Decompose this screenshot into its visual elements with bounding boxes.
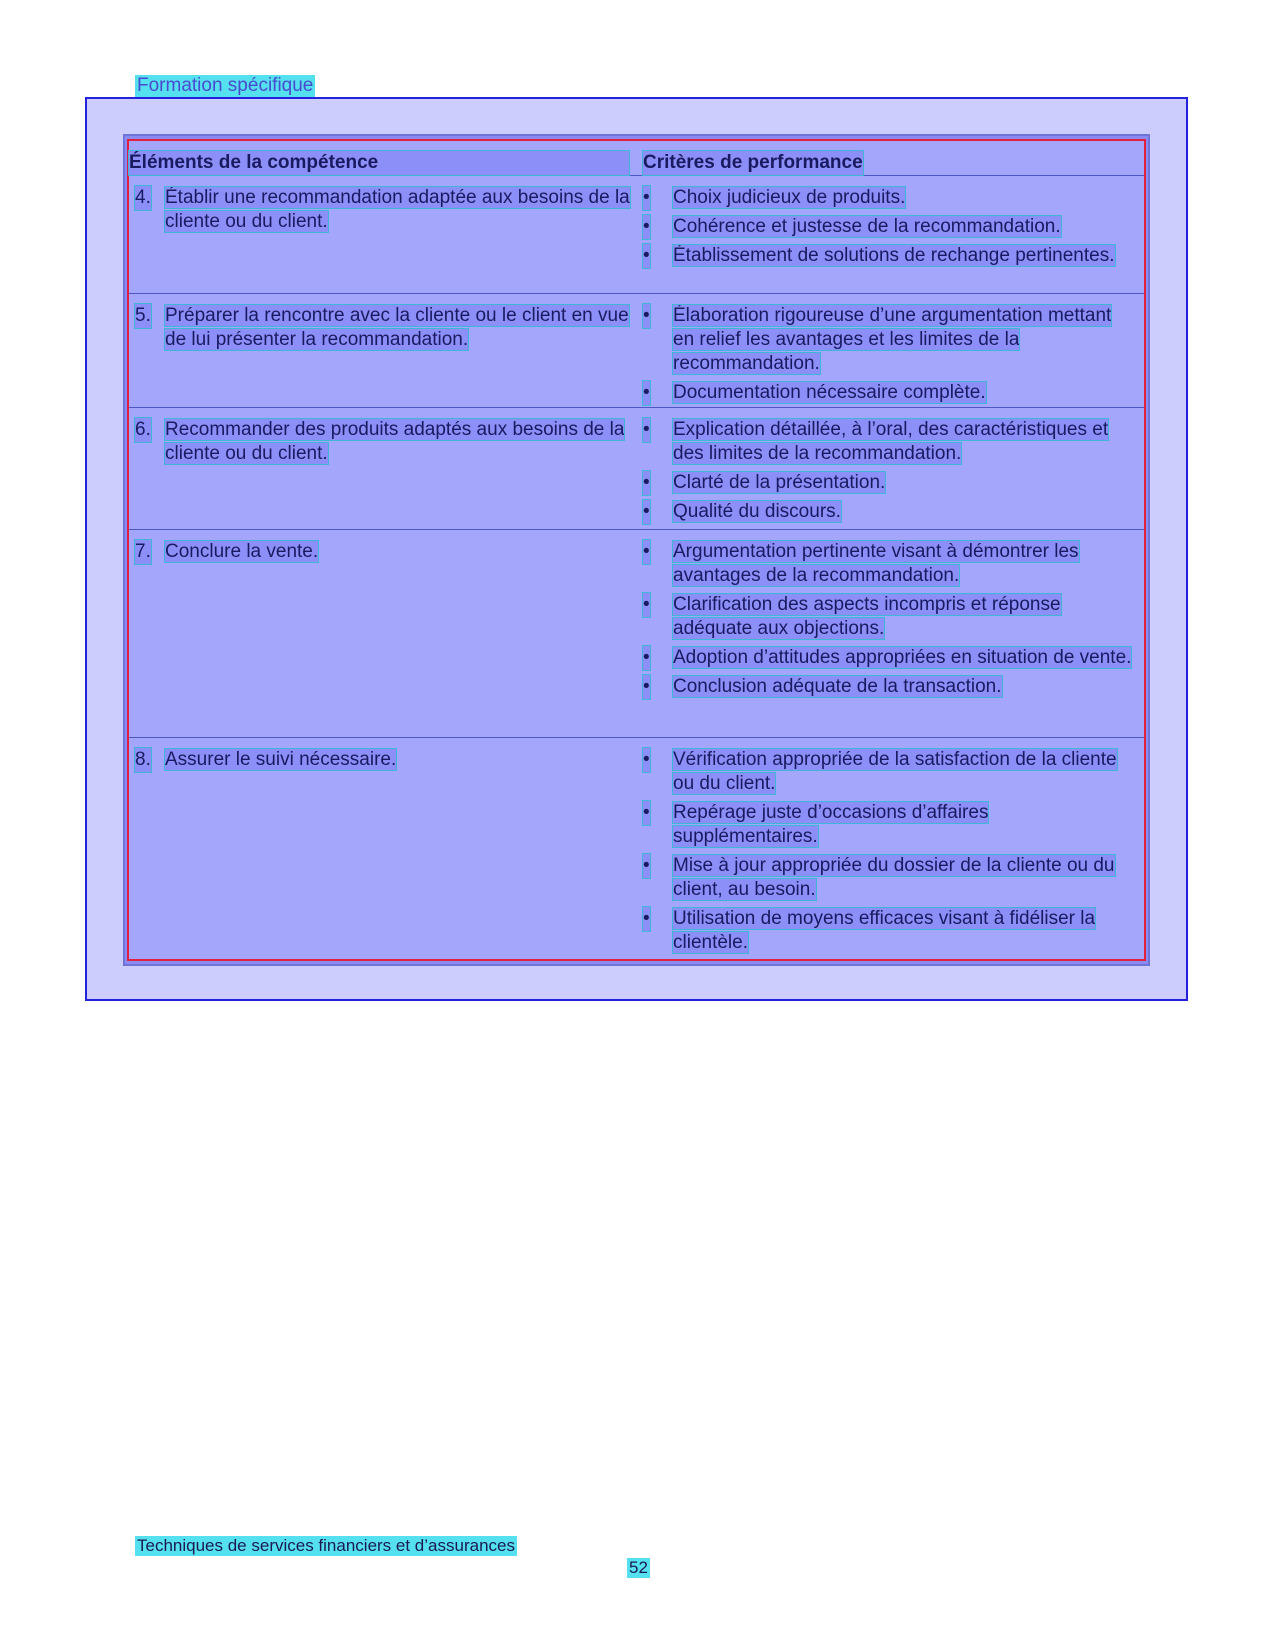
list-item xyxy=(643,907,1133,955)
list-item xyxy=(643,304,1133,376)
bullet-icon: • xyxy=(643,749,650,770)
bullet-icon: • xyxy=(643,501,650,522)
criterion-text: Repérage juste d’occasions d’affaires supplémentaires. xyxy=(673,802,989,847)
page-number: 52 xyxy=(629,1558,648,1577)
list-item xyxy=(643,471,1133,495)
bullet-icon: • xyxy=(643,472,650,493)
competence-element xyxy=(135,748,635,772)
criteria-list xyxy=(643,304,1133,410)
table-row xyxy=(129,176,1144,294)
criterion-text: Argumentation pertinente visant à démontrer les avantages de la recommandation. xyxy=(673,541,1079,586)
bullet-icon: • xyxy=(643,647,650,668)
bullet-icon: • xyxy=(643,855,650,876)
criterion-text: Vérification appropriée de la satisfaction de la cliente ou du client. xyxy=(673,749,1117,794)
element-number: 6. xyxy=(135,419,151,440)
list-item xyxy=(643,186,1133,210)
bullet-icon: • xyxy=(643,245,650,266)
list-item xyxy=(643,381,1133,405)
bullet-icon: • xyxy=(643,676,650,697)
table-row xyxy=(129,530,1144,738)
criterion-text: Cohérence et justesse de la recommandation. xyxy=(673,216,1061,237)
criterion-text: Choix judicieux de produits. xyxy=(673,187,906,208)
table-row xyxy=(129,738,1144,958)
criterion-text: Mise à jour appropriée du dossier de la cliente ou du client, au besoin. xyxy=(673,855,1115,900)
element-number: 4. xyxy=(135,187,151,208)
list-item xyxy=(643,244,1133,268)
criterion-text: Adoption d’attitudes appropriées en situation de vente. xyxy=(673,647,1132,668)
element-text: Établir une recommandation adaptée aux besoins de la cliente ou du client. xyxy=(165,187,630,232)
criterion-text: Qualité du discours. xyxy=(673,501,841,522)
list-item xyxy=(643,593,1133,641)
criterion-text: Établissement de solutions de rechange pertinentes. xyxy=(673,245,1115,266)
element-number: 7. xyxy=(135,541,151,562)
criterion-text: Clarté de la présentation. xyxy=(673,472,886,493)
list-item xyxy=(643,801,1133,849)
criterion-text: Explication détaillée, à l’oral, des caractéristiques et des limites de la recommandation. xyxy=(673,419,1109,464)
section-title: Formation spécifique xyxy=(137,75,314,96)
bullet-icon: • xyxy=(643,541,650,562)
bullet-icon: • xyxy=(643,594,650,615)
element-number: 5. xyxy=(135,305,151,326)
criteria-list xyxy=(643,748,1133,960)
element-text: Conclure la vente. xyxy=(165,541,319,562)
competence-element xyxy=(135,418,635,466)
list-item xyxy=(643,500,1133,524)
list-item xyxy=(643,215,1133,239)
list-item xyxy=(643,646,1133,670)
bullet-icon: • xyxy=(643,305,650,326)
list-item xyxy=(643,418,1133,466)
bullet-icon: • xyxy=(643,216,650,237)
table-row xyxy=(129,408,1144,530)
column-header-criteria: Critères de performance xyxy=(643,152,863,173)
element-text: Préparer la rencontre avec la cliente ou le client en vue de lui présenter la recommandation. xyxy=(165,305,629,350)
element-text: Recommander des produits adaptés aux besoins de la cliente ou du client. xyxy=(165,419,625,464)
bullet-icon: • xyxy=(643,419,650,440)
criteria-list xyxy=(643,418,1133,529)
bullet-icon: • xyxy=(643,908,650,929)
footer-program-name: Techniques de services financiers et d’assurances xyxy=(137,1536,515,1555)
list-item xyxy=(643,540,1133,588)
list-item xyxy=(643,854,1133,902)
bullet-icon: • xyxy=(643,382,650,403)
table-header-row xyxy=(129,141,1144,176)
element-text: Assurer le suivi nécessaire. xyxy=(165,749,397,770)
bullet-icon: • xyxy=(643,187,650,208)
criterion-text: Documentation nécessaire complète. xyxy=(673,382,986,403)
competence-element xyxy=(135,186,635,234)
list-item xyxy=(643,748,1133,796)
criteria-list xyxy=(643,186,1133,273)
list-item xyxy=(643,675,1133,699)
bullet-icon: • xyxy=(643,802,650,823)
criterion-text: Élaboration rigoureuse d’une argumentation mettant en relief les avantages et les limites de la recommandation. xyxy=(673,305,1112,374)
element-number: 8. xyxy=(135,749,151,770)
table-row xyxy=(129,294,1144,408)
criteria-list xyxy=(643,540,1133,704)
criterion-text: Utilisation de moyens efficaces visant à fidéliser la clientèle. xyxy=(673,908,1096,953)
competence-element xyxy=(135,540,635,564)
criterion-text: Conclusion adéquate de la transaction. xyxy=(673,676,1002,697)
criterion-text: Clarification des aspects incompris et réponse adéquate aux objections. xyxy=(673,594,1061,639)
column-header-elements: Éléments de la compétence xyxy=(129,151,629,175)
competence-element xyxy=(135,304,635,352)
